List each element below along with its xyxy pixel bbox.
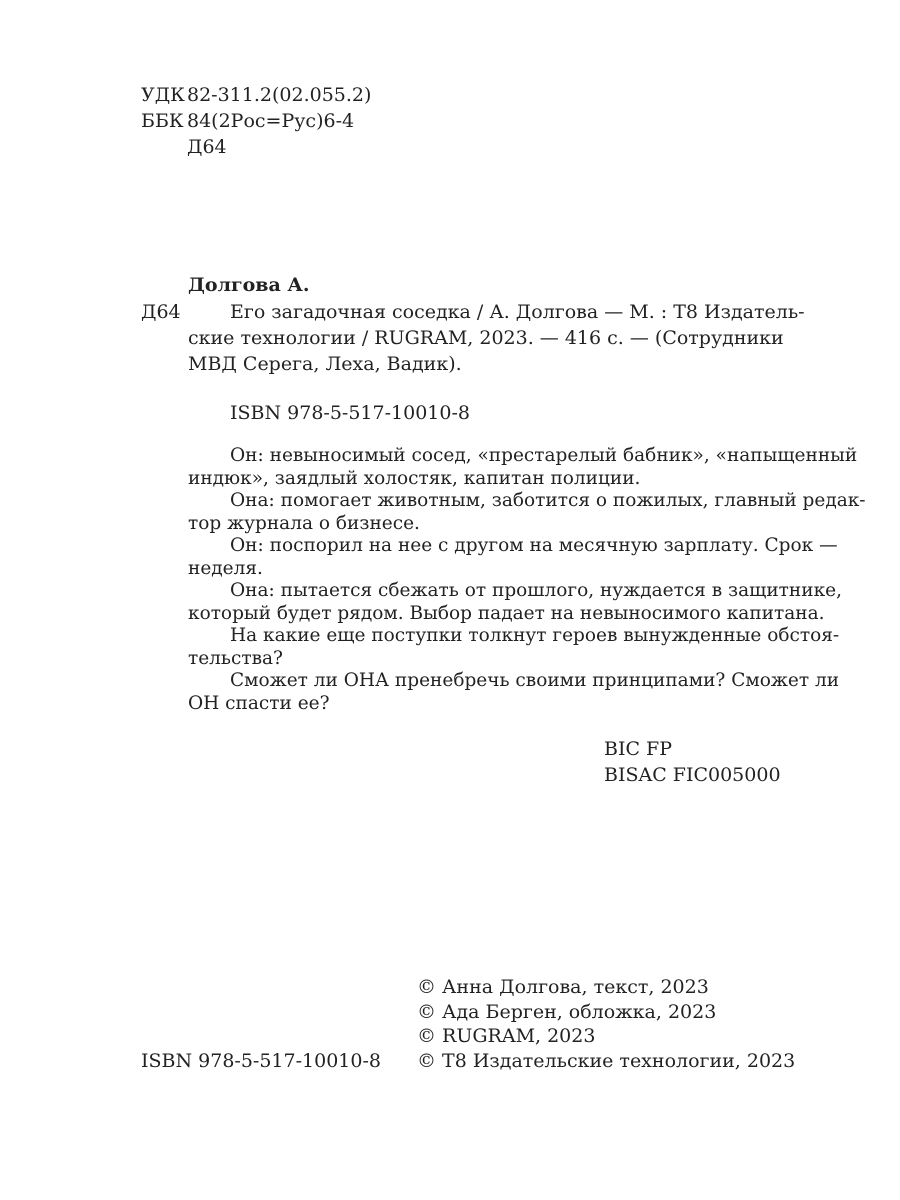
annotation-line: Она: помогает животным, заботится о пожилых, главный редак- bbox=[230, 490, 866, 511]
classification-block bbox=[141, 82, 371, 160]
footer-isbn: ISBN 978-5-517-10010-8 bbox=[141, 1050, 381, 1072]
bbk-label: ББК bbox=[141, 110, 184, 132]
annotation-line: индюк», заядлый холостяк, капитан полиции. bbox=[188, 467, 641, 489]
annotation-line: Она: пытается сбежать от прошлого, нуждается в защитнике, bbox=[230, 580, 842, 601]
bibliography-author-code: Д64 bbox=[141, 301, 181, 323]
author-code: Д64 bbox=[187, 136, 227, 158]
copyright-line: © Т8 Издательские технологии, 2023 bbox=[417, 1049, 796, 1072]
udk-value: 82-311.2(02.055.2) bbox=[187, 84, 372, 106]
bisac-code: BISAC FIC005000 bbox=[604, 764, 781, 786]
annotation-line: Он: невыносимый сосед, «престарелый бабник», «напыщенный bbox=[230, 445, 858, 466]
copyright-line: © Ада Берген, обложка, 2023 bbox=[417, 1000, 717, 1023]
subject-codes bbox=[604, 736, 781, 788]
annotation-line: ОН спасти ее? bbox=[188, 692, 330, 714]
author-code-row bbox=[141, 134, 371, 160]
annotation-line: На какие еще поступки толкнут героев вынужденные обстоя- bbox=[230, 625, 840, 646]
copyright-line: © RUGRAM, 2023 bbox=[417, 1025, 596, 1047]
bbk-row bbox=[141, 108, 371, 134]
annotation-line: тор журнала о бизнесе. bbox=[188, 512, 420, 534]
annotation-line: Сможет ли ОНА пренебречь своими принципами? Сможет ли bbox=[230, 670, 840, 691]
annotation-line: неделя. bbox=[188, 557, 263, 579]
isbn-line: ISBN 978-5-517-10010-8 bbox=[230, 402, 470, 424]
annotation-line: Он: поспорил на нее с другом на месячную зарплату. Срок — bbox=[230, 535, 838, 556]
bibliographic-description bbox=[188, 299, 805, 377]
bib-line: МВД Серега, Леха, Вадик). bbox=[188, 353, 462, 375]
bbk-value: 84(2Рос=Рус)6-4 bbox=[187, 110, 355, 132]
udk-row bbox=[141, 82, 371, 108]
annotation-line: тельства? bbox=[188, 647, 283, 669]
bic-code: BIC FP bbox=[604, 738, 673, 760]
bib-line: ские технологии / RUGRAM, 2023. — 416 с. — (Сотрудники bbox=[188, 327, 784, 349]
annotation-line: который будет рядом. Выбор падает на невыносимого капитана. bbox=[188, 602, 825, 624]
annotation bbox=[188, 445, 866, 715]
author-name: Долгова А. bbox=[188, 274, 310, 296]
bib-line: Его загадочная соседка / А. Долгова — М. : Т8 Издатель- bbox=[230, 301, 805, 323]
copyright-line: © Анна Долгова, текст, 2023 bbox=[417, 976, 709, 998]
udk-label: УДК bbox=[141, 84, 185, 106]
copyright-block bbox=[417, 975, 795, 1073]
